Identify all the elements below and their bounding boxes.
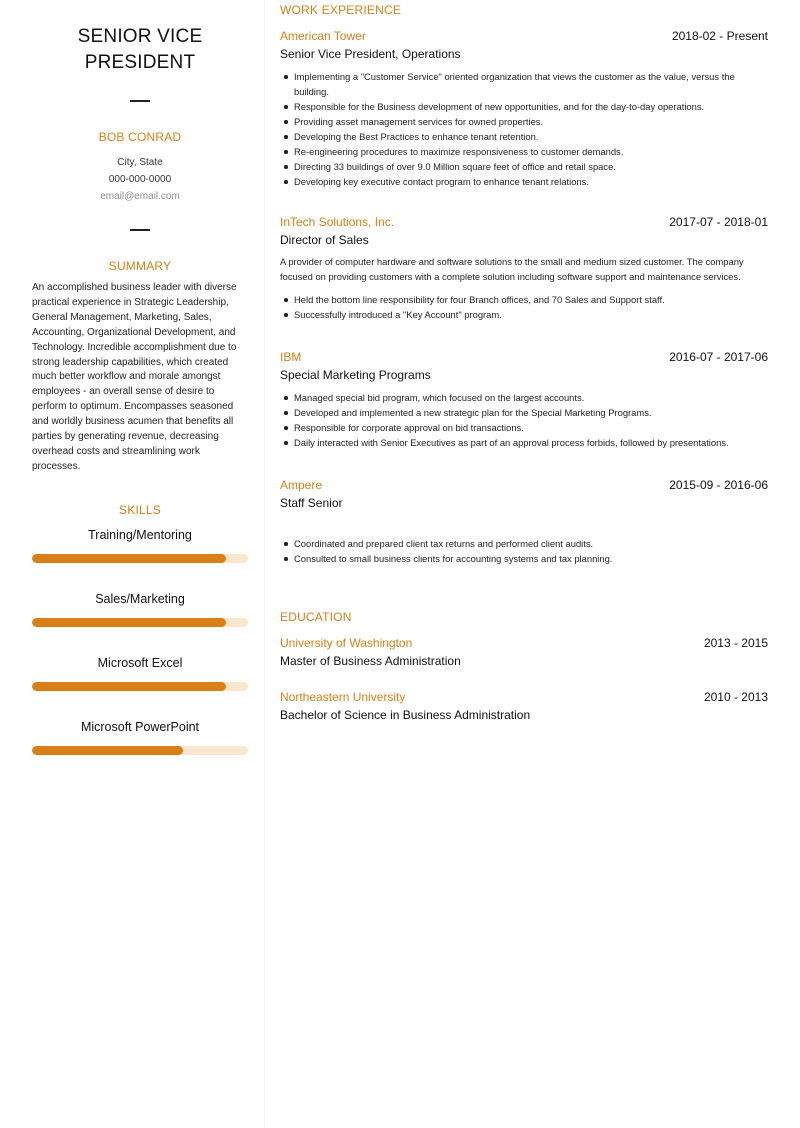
- job-title-line2: PRESIDENT: [84, 52, 196, 73]
- skill-bar: [32, 554, 248, 563]
- job-description: A provider of computer hardware and software solutions to the small and medium sized customer. The company focused on providing customers with a complete solution including software support and maintenance services.: [280, 256, 744, 282]
- job-title: [32, 24, 248, 76]
- job-bullets: [280, 536, 768, 566]
- skills-heading: SKILLS: [119, 502, 161, 517]
- job-entry: [280, 478, 768, 566]
- job-bullet: Successfully introduced a "Key Account" program.: [280, 307, 768, 322]
- job-bullet: Responsible for the Business development of new opportunities, and for the day-to-day operations.: [280, 99, 768, 114]
- skill-bar-fill: [32, 554, 226, 563]
- degree: Master of Business Administration: [280, 654, 461, 668]
- education-heading: EDUCATION: [280, 610, 352, 624]
- company-name: Ampere: [280, 478, 323, 492]
- education-dates: 2013 - 2015: [703, 636, 768, 650]
- company-name: InTech Solutions, Inc.: [280, 215, 395, 229]
- job-bullet: Developed and implemented a new strategic plan for the Special Marketing Programs.: [280, 405, 768, 420]
- education-header: [280, 636, 768, 650]
- education-list: [280, 636, 768, 722]
- sidebar: [0, 0, 264, 1128]
- skill-bar-fill: [32, 618, 226, 627]
- education-entry: [280, 636, 768, 668]
- skill-bar: [32, 618, 248, 627]
- job-bullet: Developing the Best Practices to enhance tenant retention.: [280, 129, 768, 144]
- skill-bar: [32, 682, 248, 691]
- degree: Bachelor of Science in Business Administration: [280, 708, 531, 722]
- summary-heading: SUMMARY: [108, 259, 172, 273]
- skills-list: [32, 528, 248, 755]
- skill-item: [32, 592, 248, 627]
- job-entry: [280, 29, 768, 189]
- job-bullet: Responsible for corporate approval on bid transactions.: [280, 420, 768, 435]
- summary-text: An accomplished business leader with diverse practical experience in Strategic Leadership, General Management, Marketing, Sales, Accounting, Organizational Development, and Technology. Incredible accomplishment due to strong leadership capabilities, which created much better workflow and morale amongst employees - an overall sense of desire to perform to optimum. Encompasses seasoned and worldly business acumen that benefits all parties by generating revenue, decreasing overhead costs and streamlining work processes.: [32, 282, 237, 472]
- job-bullet: Consulted to small business clients for accounting systems and tax planning.: [280, 551, 768, 566]
- skill-name: Microsoft PowerPoint: [80, 719, 200, 734]
- job-dates: 2016-07 - 2017-06: [669, 350, 768, 364]
- phone: 000-000-0000: [108, 174, 172, 185]
- job-dates: 2015-09 - 2016-06: [669, 478, 768, 492]
- education-header: [280, 690, 768, 704]
- job-dates: 2017-07 - 2018-01: [669, 215, 768, 229]
- job-bullet: Developing key executive contact program to enhance tenant relations.: [280, 174, 768, 189]
- job-entry: [280, 350, 768, 450]
- job-bullet: Directing 33 buildings of over 9.0 Million square feet of office and retail space.: [280, 159, 768, 174]
- job-bullet: Re-engineering procedures to maximize responsiveness to customer demands.: [280, 144, 768, 159]
- job-role: Director of Sales: [280, 233, 369, 247]
- job-bullet: Managed special bid program, which focused on the largest accounts.: [280, 390, 768, 405]
- email-link[interactable]: email@email.com: [100, 191, 180, 202]
- skill-item: [32, 656, 248, 691]
- job-header: [280, 478, 768, 492]
- contact-block: [32, 154, 248, 205]
- skill-name: Sales/Marketing: [95, 591, 185, 606]
- job-title-line1: SENIOR VICE: [77, 26, 203, 47]
- column-divider: [264, 0, 265, 1128]
- job-bullet: Providing asset management services for owned properties.: [280, 114, 768, 129]
- contact-divider: [130, 229, 150, 231]
- main-content: [280, 0, 768, 722]
- school-name: University of Washington: [280, 636, 413, 650]
- skill-bar: [32, 746, 248, 755]
- skill-bar-fill: [32, 746, 183, 755]
- job-bullet: Held the bottom line responsibility for four Branch offices, and 70 Sales and Support staff.: [280, 292, 768, 307]
- company-name: IBM: [280, 350, 302, 364]
- school-name: Northeastern University: [280, 690, 406, 704]
- job-bullet: Daily interacted with Senior Executives as part of an approval process forbids, followed by presentations.: [280, 435, 768, 450]
- job-dates: 2018-02 - Present: [671, 29, 768, 43]
- job-role: Staff Senior: [280, 496, 343, 510]
- title-divider: [130, 100, 150, 102]
- candidate-name: BOB CONRAD: [98, 130, 182, 144]
- education-dates: 2010 - 2013: [703, 690, 768, 704]
- job-role: Senior Vice President, Operations: [280, 47, 461, 61]
- education-entry: [280, 690, 768, 722]
- location: City, State: [117, 157, 163, 168]
- job-bullets: [280, 292, 768, 322]
- job-header: [280, 29, 768, 43]
- skill-item: [32, 720, 248, 755]
- job-role: Special Marketing Programs: [280, 368, 431, 382]
- job-bullet: Implementing a "Customer Service" oriented organization that views the customer as the value, versus the building.: [280, 69, 768, 99]
- skill-item: [32, 528, 248, 563]
- job-bullets: [280, 69, 768, 189]
- skill-bar-fill: [32, 682, 226, 691]
- job-header: [280, 215, 768, 229]
- job-bullets: [280, 390, 768, 450]
- work-experience-list: [280, 29, 768, 566]
- job-header: [280, 350, 768, 364]
- work-experience-heading: WORK EXPERIENCE: [280, 3, 402, 17]
- skill-name: Training/Mentoring: [88, 527, 192, 542]
- skill-name: Microsoft Excel: [97, 655, 183, 670]
- company-name: American Tower: [280, 29, 366, 43]
- job-bullet: Coordinated and prepared client tax returns and performed client audits.: [280, 536, 768, 551]
- job-entry: [280, 215, 768, 322]
